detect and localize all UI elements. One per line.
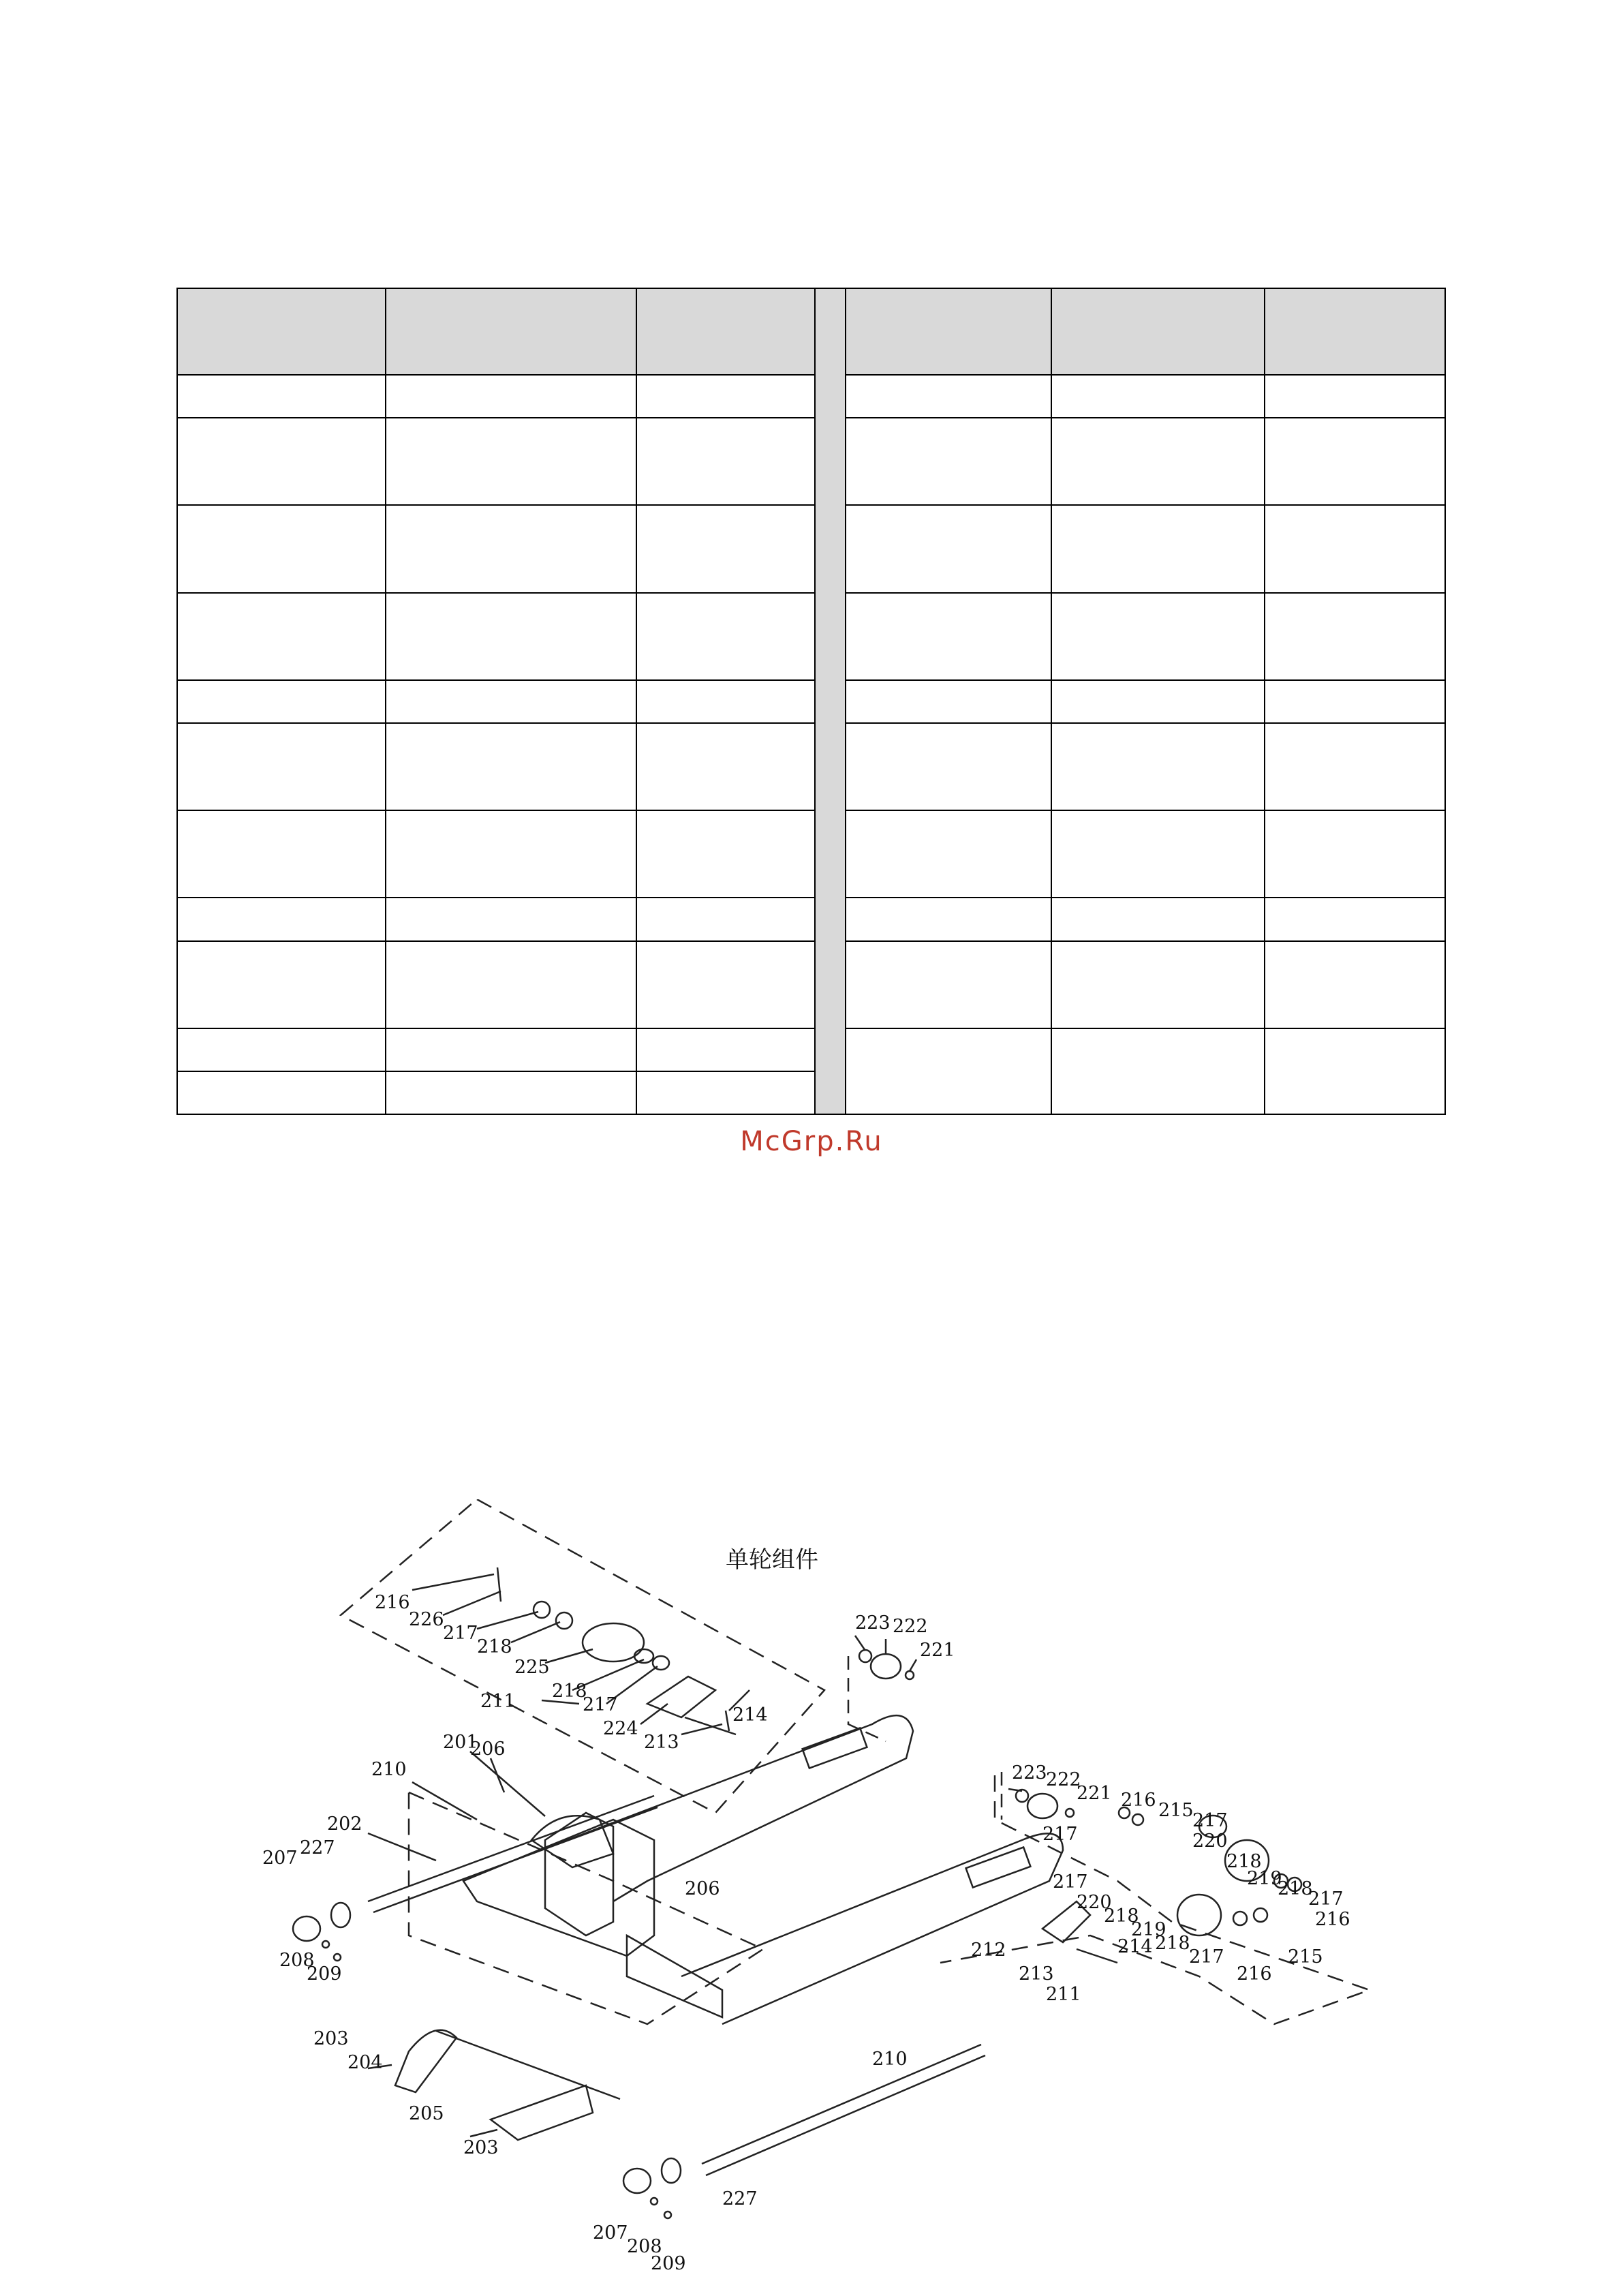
- label-217: 217: [1053, 1871, 1088, 1893]
- label-208: 208: [279, 1950, 315, 1971]
- label-216: 216: [375, 1592, 410, 1613]
- table-cell: [386, 810, 636, 898]
- table-cell: [1265, 505, 1445, 592]
- right-roller-2: [1177, 1895, 1221, 1935]
- label-213: 213: [1019, 1963, 1054, 1985]
- header-cell: [1051, 288, 1265, 375]
- table-cell: [386, 505, 636, 592]
- label-211: 211: [480, 1691, 516, 1712]
- label-216: 216: [1315, 1909, 1350, 1930]
- label-206: 206: [470, 1739, 506, 1760]
- table-cell: [386, 1028, 636, 1071]
- table-cell: [177, 418, 386, 505]
- label-218: 218: [552, 1681, 587, 1702]
- table-row: [177, 810, 1445, 898]
- label-218: 218: [1104, 1905, 1139, 1927]
- watermark: McGrp.Ru: [740, 1126, 883, 1157]
- label-207: 207: [593, 2222, 628, 2244]
- left-lower-wheel: [662, 2158, 681, 2183]
- label-216: 216: [1121, 1790, 1156, 1811]
- table-cell: [636, 1028, 815, 1071]
- label-218: 218: [477, 1636, 512, 1657]
- label-212: 212: [971, 1940, 1006, 1961]
- table-cell: [1265, 593, 1445, 680]
- table-cell: [1265, 898, 1445, 940]
- exploded-parts-diagram: [0, 1499, 1623, 2296]
- table-cell: [386, 680, 636, 723]
- label-209: 209: [307, 1963, 342, 1985]
- label-219: 219: [1247, 1868, 1282, 1889]
- label-204: 204: [347, 2052, 383, 2073]
- label-217: 217: [1308, 1888, 1344, 1910]
- label-222: 222: [1046, 1769, 1081, 1790]
- label-220: 220: [1077, 1892, 1112, 1913]
- table-cell: [846, 680, 1051, 723]
- table-cell: [1051, 1028, 1265, 1114]
- pump-body: [531, 1816, 613, 1867]
- table-cell: [386, 898, 636, 940]
- table-cell: [1265, 941, 1445, 1028]
- table-cell: [386, 941, 636, 1028]
- table-row: [177, 593, 1445, 680]
- table-cell: [846, 941, 1051, 1028]
- table-cell: [846, 1028, 1051, 1114]
- right-steer-wheel: [1027, 1794, 1057, 1818]
- label-group: 单轮组件: [726, 1546, 818, 1574]
- table-cell: [177, 898, 386, 940]
- table-cell: [177, 1071, 386, 1114]
- parts-table-body: [177, 288, 1445, 1114]
- table-cell: [1051, 723, 1265, 810]
- label-214: 214: [1117, 1936, 1153, 1957]
- table-cell: [1051, 375, 1265, 418]
- upper-fork-window: [803, 1728, 867, 1769]
- table-cell: [636, 810, 815, 898]
- label-208: 208: [627, 2236, 662, 2257]
- table-cell: [1051, 941, 1265, 1028]
- label-203: 203: [313, 2028, 349, 2049]
- table-cell: [386, 593, 636, 680]
- table-cell: [177, 810, 386, 898]
- parts-table: [176, 288, 1446, 1115]
- table-row: [177, 375, 1445, 418]
- table-cell: [386, 723, 636, 810]
- lower-fork-window: [966, 1848, 1031, 1888]
- table-cell: [846, 375, 1051, 418]
- frame-column: [545, 1813, 613, 1935]
- label-223: 223: [1012, 1762, 1047, 1784]
- table-cell: [636, 941, 815, 1028]
- table-cell: [1265, 810, 1445, 898]
- header-cell: [386, 288, 636, 375]
- upper-steer-wheel: [871, 1654, 901, 1679]
- upper-fork: [531, 1715, 913, 1901]
- table-cell: [1265, 375, 1445, 418]
- table-cell: [1265, 680, 1445, 723]
- table-cell: [177, 1028, 386, 1071]
- label-222: 222: [893, 1616, 928, 1637]
- label-221: 221: [920, 1640, 955, 1661]
- table-cell: [636, 898, 815, 940]
- table-header-row: [177, 288, 1445, 375]
- label-215: 215: [1288, 1946, 1323, 1968]
- table-row: [177, 898, 1445, 940]
- axle-205: [436, 2031, 620, 2099]
- table-cell: [846, 898, 1051, 940]
- table-cell: [177, 505, 386, 592]
- table-cell: [386, 1071, 636, 1114]
- table-cell: [846, 418, 1051, 505]
- table-cell: [1051, 593, 1265, 680]
- label-206: 206: [685, 1878, 720, 1899]
- label-214: 214: [732, 1704, 768, 1726]
- label-227: 227: [722, 2188, 758, 2209]
- label-203: 203: [463, 2137, 499, 2158]
- left-upper-wheel: [331, 1903, 350, 1927]
- label-220: 220: [1192, 1831, 1228, 1852]
- label-201: 201: [443, 1732, 478, 1753]
- label-205: 205: [409, 2103, 444, 2124]
- table-row: [177, 680, 1445, 723]
- table-cell: [386, 418, 636, 505]
- table-cell: [177, 680, 386, 723]
- lever-204: [395, 2030, 457, 2092]
- table-row: [177, 1028, 1445, 1071]
- table-cell: [846, 593, 1051, 680]
- table-cell: [636, 593, 815, 680]
- table-cell: [1265, 1028, 1445, 1114]
- left-upper-hub: [293, 1916, 320, 1941]
- label-225: 225: [514, 1657, 550, 1678]
- table-row: [177, 941, 1445, 1028]
- label-217: 217: [1192, 1810, 1228, 1831]
- label-210: 210: [872, 2049, 908, 2070]
- header-cell: [846, 288, 1051, 375]
- table-cell: [1265, 418, 1445, 505]
- table-cell: [636, 375, 815, 418]
- label-215: 215: [1158, 1800, 1194, 1821]
- table-cell: [1265, 723, 1445, 810]
- table-cell: [846, 505, 1051, 592]
- wheel-washer: [534, 1602, 550, 1618]
- table-cell: [177, 723, 386, 810]
- label-217: 217: [443, 1623, 478, 1644]
- table-row: [177, 418, 1445, 505]
- label-216: 216: [1237, 1963, 1272, 1985]
- label-207: 207: [262, 1848, 298, 1869]
- table-cell: [1051, 418, 1265, 505]
- label-219: 219: [1131, 1919, 1166, 1940]
- table-cell: [1051, 505, 1265, 592]
- handle-assembly-boundary: [409, 1792, 763, 2024]
- label-211: 211: [1046, 1984, 1081, 2005]
- label-210: 210: [371, 1759, 407, 1780]
- label-223: 223: [855, 1612, 891, 1634]
- header-cell: [1265, 288, 1445, 375]
- label-218: 218: [1155, 1933, 1190, 1954]
- table-cell: [636, 723, 815, 810]
- label-218: 218: [1278, 1878, 1313, 1899]
- frame-base: [463, 1820, 654, 1956]
- label-217: 217: [1042, 1824, 1078, 1845]
- label-227: 227: [300, 1837, 335, 1858]
- table-cell: [177, 941, 386, 1028]
- table-cell: [1051, 898, 1265, 940]
- table-cell: [177, 375, 386, 418]
- left-lower-hub: [623, 2169, 651, 2193]
- label-218: 218: [1226, 1851, 1262, 1872]
- table-cell: [846, 723, 1051, 810]
- label-221: 221: [1077, 1783, 1112, 1804]
- lever-203: [491, 2085, 593, 2140]
- lower-fork: [681, 1833, 1063, 2024]
- table-cell: [636, 1071, 815, 1114]
- label-213: 213: [644, 1732, 679, 1753]
- table-cell: [636, 680, 815, 723]
- table-row: [177, 505, 1445, 592]
- label-209: 209: [651, 2253, 686, 2274]
- table-cell: [386, 375, 636, 418]
- header-cell: [177, 288, 386, 375]
- part-labels: [262, 1546, 1350, 2274]
- label-217: 217: [583, 1694, 618, 1715]
- label-226: 226: [409, 1609, 444, 1630]
- table-cell: [636, 418, 815, 505]
- label-202: 202: [327, 1813, 362, 1835]
- table-cell: [177, 593, 386, 680]
- lower-push-rod: [702, 2045, 981, 2164]
- label-217: 217: [1189, 1946, 1224, 1968]
- table-divider: [815, 288, 846, 1114]
- frame-foot: [627, 1935, 722, 2017]
- table-cell: [636, 505, 815, 592]
- table-cell: [1051, 680, 1265, 723]
- table-cell: [846, 810, 1051, 898]
- table-cell: [1051, 810, 1265, 898]
- table-row: [177, 723, 1445, 810]
- header-cell: [636, 288, 815, 375]
- label-224: 224: [603, 1718, 638, 1739]
